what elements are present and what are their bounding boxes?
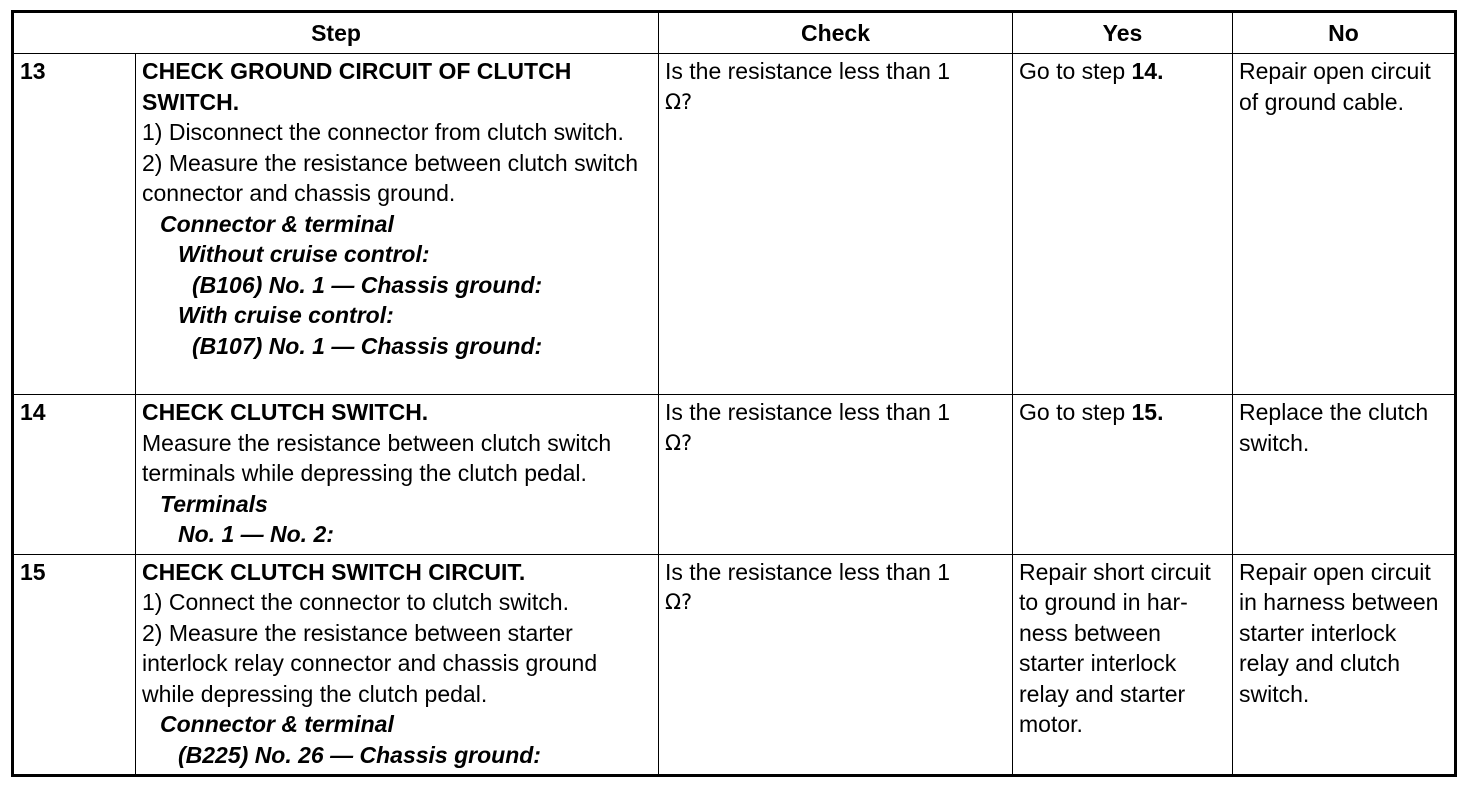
step-description [136,554,659,776]
step-description [136,395,659,555]
header-check: Check [659,12,1013,54]
spec-terminal: (B225) No. 26 — Chassis ground: [178,741,541,768]
spec-condition: Without cruise control: [178,241,430,267]
table-row [13,54,1456,395]
diagnosis-table [11,10,1457,777]
yes-cell [1013,395,1233,555]
check-cell [659,54,1013,395]
check-unit: Ω? [665,89,693,114]
spec-condition: With cruise control: [178,302,394,328]
yes-cell: Repair short circuit to ground in har-ness between starter interlock relay and starter motor. [1013,554,1233,776]
step-instruction: 1) Connect the connector to clutch switch. [142,589,569,615]
spec-terminal: (B106) No. 1 — Chassis ground: [192,271,543,298]
header-no: No [1233,12,1456,54]
check-text: Is the resistance less than 1 [665,399,951,425]
no-cell: Replace the clutch switch. [1233,395,1456,555]
yes-text: Go to step [1019,58,1132,84]
table-row [13,395,1456,555]
check-text: Is the resistance less than 1 [665,558,951,585]
step-instruction: 1) Disconnect the connector from clutch switch. [142,119,624,145]
spec-heading: Connector & terminal [160,210,394,237]
yes-cell [1013,54,1233,395]
step-title: CHECK CLUTCH SWITCH. [142,399,429,425]
table-row [13,554,1456,776]
header-step: Step [13,12,659,54]
spec-terminal: No. 1 — No. 2: [178,521,334,547]
step-description [136,54,659,395]
step-title: CHECK GROUND CIRCUIT OF CLUTCH SWITCH. [142,58,572,115]
step-number: 14 [13,395,136,555]
yes-step-link: 15. [1131,399,1164,425]
step-title: CHECK CLUTCH SWITCH CIRCUIT. [142,558,526,585]
step-instruction: Measure the resistance between clutch switch terminals while depressing the clutch pedal. [142,429,612,486]
table-header-row [13,12,1456,54]
check-cell [659,395,1013,555]
step-instruction: 2) Measure the resistance between starter interlock relay connector and chassis ground while depressing the clutch pedal. [142,619,598,707]
check-unit: Ω? [665,590,693,614]
spec-heading: Terminals [160,490,268,517]
spec-heading: Connector & terminal [160,711,394,737]
check-text: Is the resistance less than 1 [665,58,951,84]
spec-terminal: (B107) No. 1 — Chassis ground: [192,332,543,359]
no-cell: Repair open circuit in harness between starter interlock relay and clutch switch. [1233,554,1456,776]
check-unit: Ω? [665,430,693,455]
check-cell [659,554,1013,776]
step-number: 15 [13,554,136,776]
step-instruction: 2) Measure the resistance between clutch switch connector and chassis ground. [142,149,639,206]
no-cell: Repair open circuit of ground cable. [1233,54,1456,395]
step-number: 13 [13,54,136,395]
yes-step-link: 14. [1131,58,1164,84]
header-yes: Yes [1013,12,1233,54]
yes-text: Go to step [1019,399,1132,425]
document-page [11,10,1457,777]
